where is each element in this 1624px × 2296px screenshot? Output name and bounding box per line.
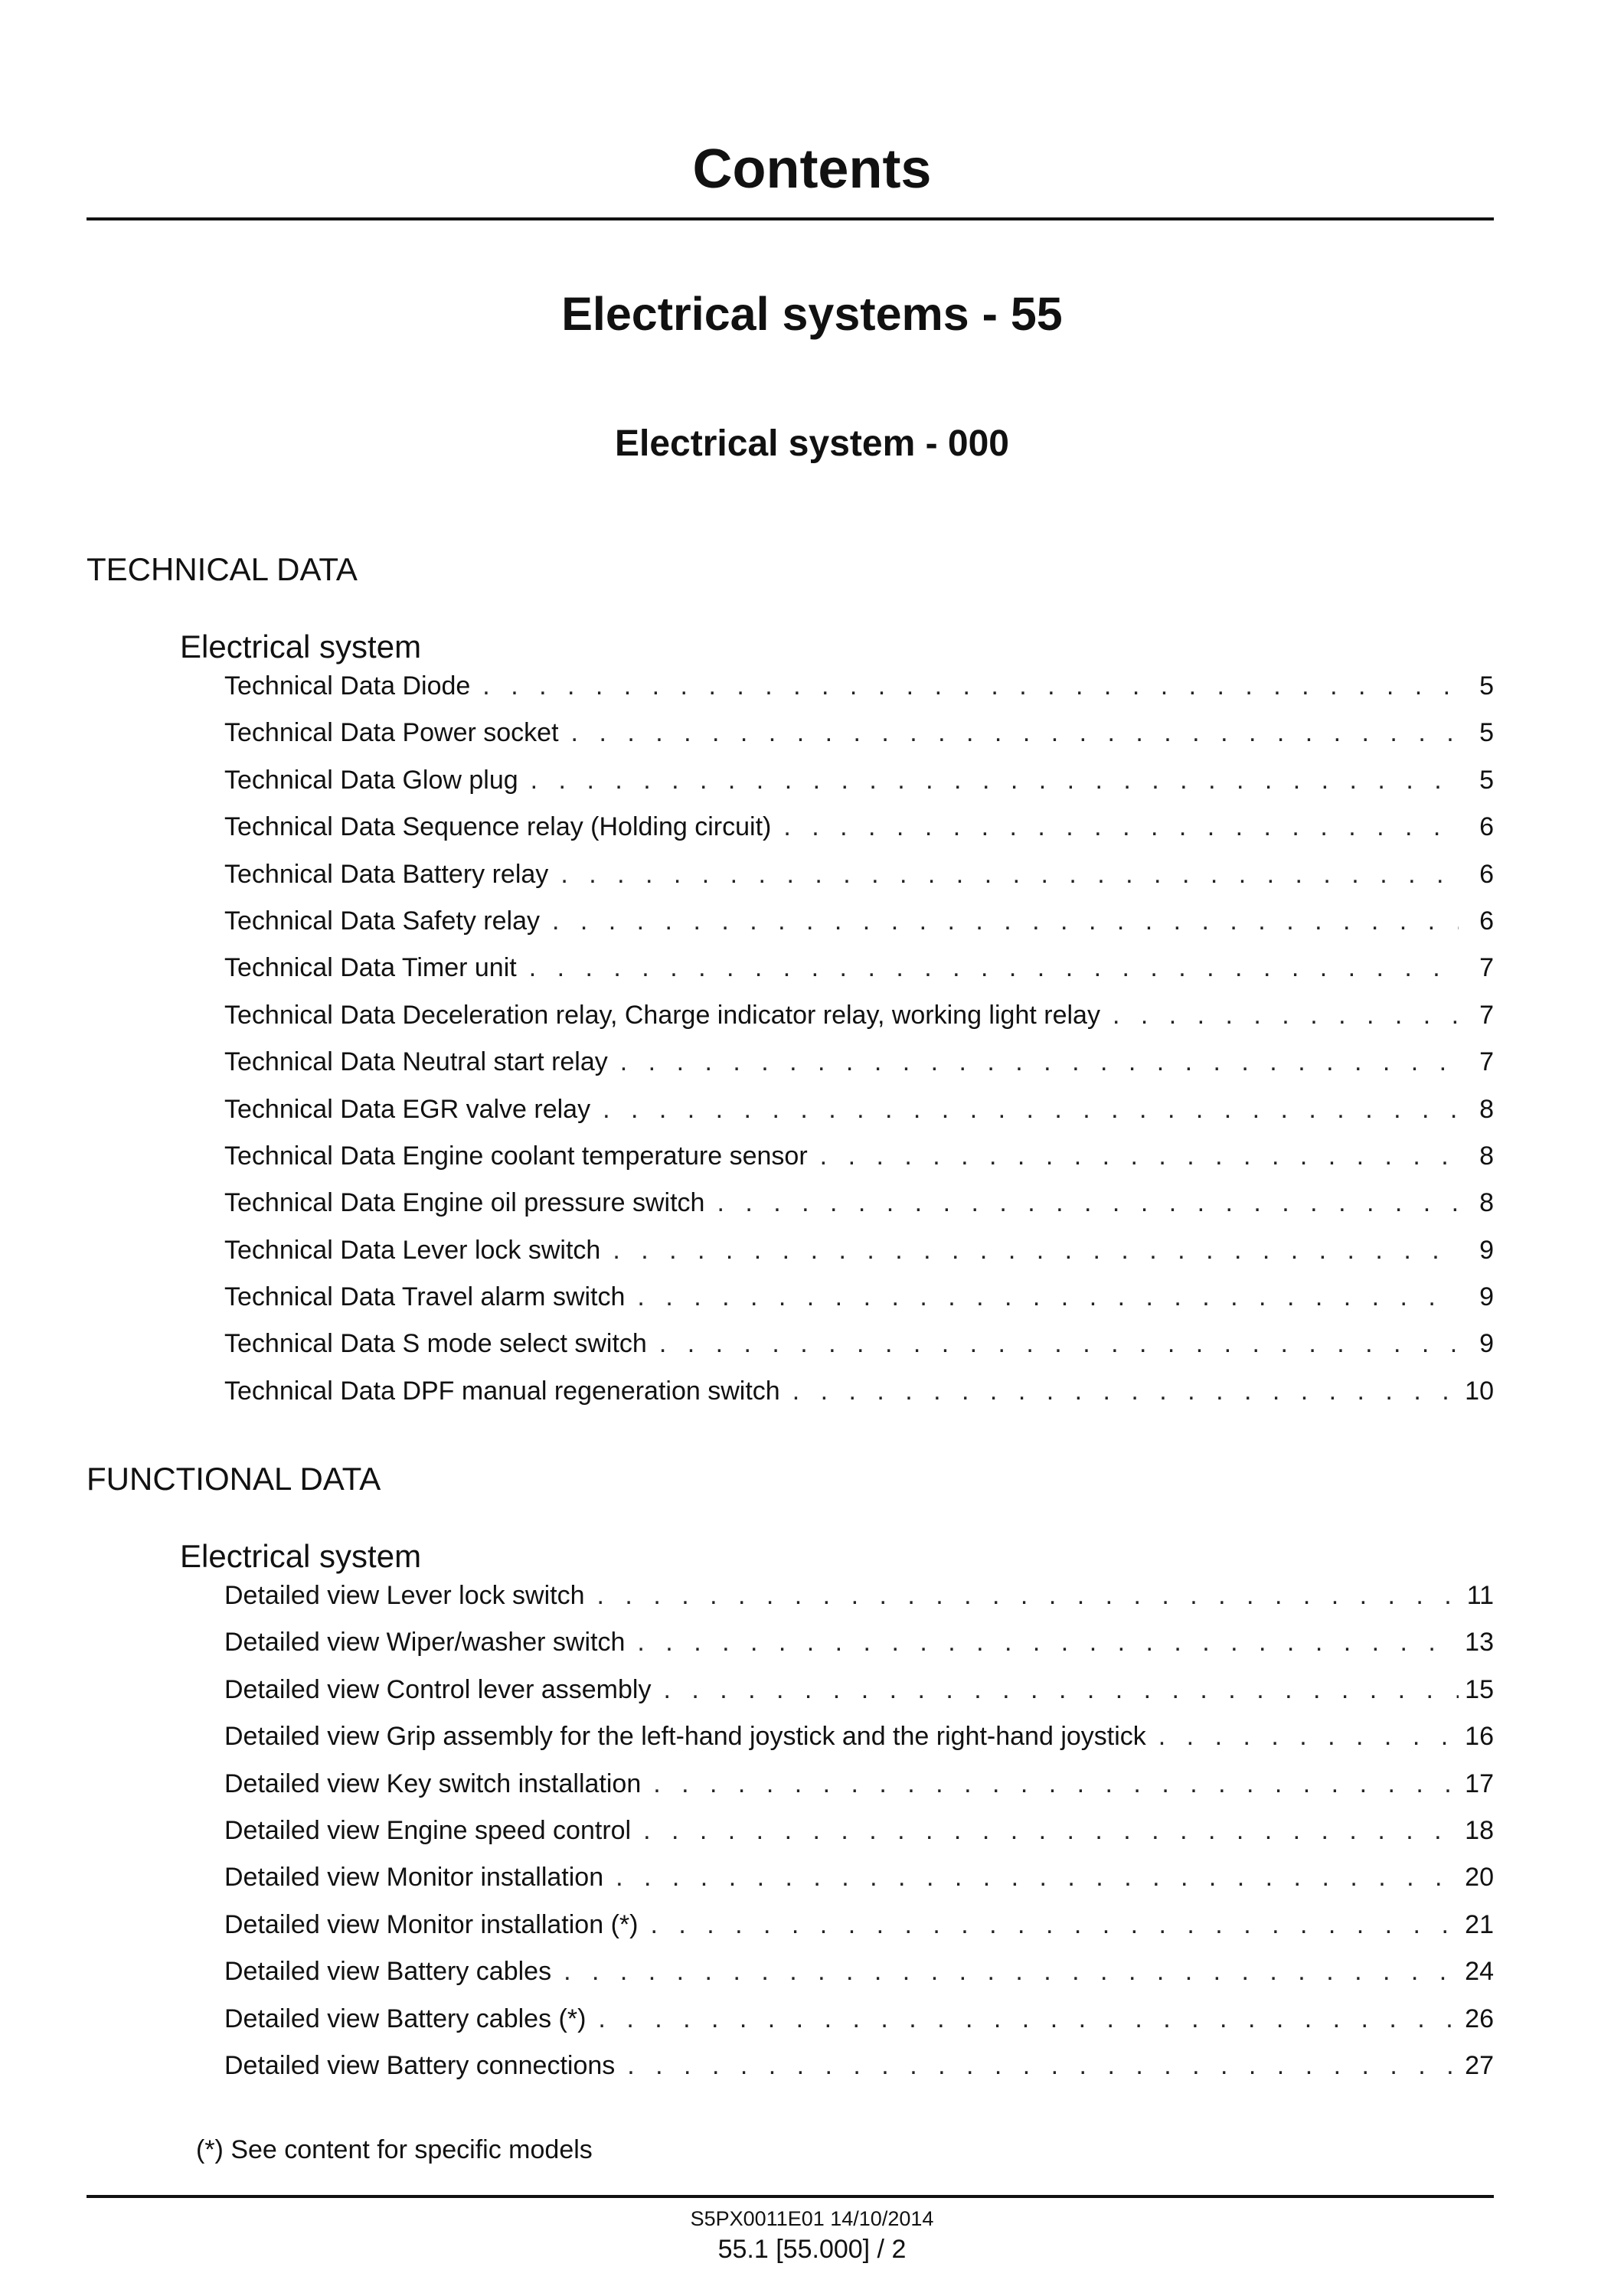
toc-entry-page-number: 21: [1465, 1909, 1494, 1939]
toc-entry-page-number: 17: [1465, 1769, 1494, 1798]
dot-leader: [627, 2049, 1459, 2082]
dot-leader: [552, 904, 1459, 938]
toc-entry-title: Technical Data Glow plug: [224, 765, 518, 795]
toc-entry-page-number: 10: [1465, 1376, 1494, 1406]
page-title: Contents: [692, 139, 932, 200]
toc-entry[interactable]: [224, 1045, 1494, 1092]
toc-entry-page-number: 15: [1465, 1674, 1494, 1704]
section-title: Electrical systems - 55: [561, 288, 1063, 340]
toc-entry-title: Detailed view Wiper/washer switch: [224, 1628, 626, 1657]
toc-entry-page-number: 20: [1465, 1863, 1494, 1893]
toc-entry-page-number: 9: [1479, 1329, 1494, 1359]
toc-entry-page-number: 13: [1465, 1628, 1494, 1657]
footnote: (*) See content for specific models: [196, 2135, 593, 2164]
toc-entry-title: Detailed view Monitor installation: [224, 1863, 604, 1893]
dot-leader: [613, 1233, 1459, 1267]
dot-leader: [620, 1045, 1459, 1079]
dot-leader: [637, 1280, 1459, 1314]
dot-leader: [616, 1860, 1459, 1894]
toc-entry-title: Technical Data Engine coolant temperature sensor: [224, 1141, 808, 1171]
toc-entry-title: Technical Data Engine oil pressure switch: [224, 1188, 705, 1218]
page-reference: 55.1 [55.000] / 2: [717, 2235, 907, 2264]
dot-leader: [659, 1327, 1459, 1360]
toc-entry-page-number: 16: [1465, 1722, 1494, 1752]
toc-entry-page-number: 6: [1479, 812, 1494, 842]
toc-entry-title: Detailed view Lever lock switch: [224, 1581, 585, 1610]
toc-entry[interactable]: [224, 998, 1494, 1045]
toc-entry-page-number: 8: [1479, 1094, 1494, 1124]
toc-entry[interactable]: [224, 1280, 1494, 1327]
toc-entry-title: Technical Data EGR valve relay: [224, 1094, 591, 1124]
toc-entry[interactable]: [224, 1579, 1494, 1625]
dot-leader: [783, 810, 1459, 844]
dot-leader: [571, 716, 1459, 750]
toc-entry[interactable]: [224, 857, 1494, 904]
toc-entry[interactable]: [224, 2049, 1494, 2095]
dot-leader: [1158, 1720, 1459, 1753]
toc-entry-title: Technical Data Diode: [224, 671, 471, 701]
toc-entry-title: Detailed view Monitor installation (*): [224, 1909, 639, 1939]
toc-entry-page-number: 27: [1465, 2050, 1494, 2080]
toc-entry-title: Detailed view Battery cables (*): [224, 2004, 587, 2033]
toc-entry[interactable]: [224, 1720, 1494, 1766]
toc-entry[interactable]: [224, 810, 1494, 857]
toc-entry-page-number: 9: [1479, 1282, 1494, 1312]
dot-leader: [820, 1139, 1459, 1173]
toc-entry-page-number: 18: [1465, 1815, 1494, 1845]
toc-entry[interactable]: [224, 1374, 1494, 1421]
toc-list-functional-data: [224, 1579, 1494, 2095]
dot-leader: [529, 951, 1459, 985]
dot-leader: [1113, 998, 1459, 1032]
toc-entry-page-number: 8: [1479, 1141, 1494, 1171]
toc-entry-page-number: 11: [1466, 1581, 1494, 1610]
dot-leader: [643, 1814, 1459, 1847]
footer-divider: [87, 2195, 1494, 2198]
dot-leader: [653, 1767, 1459, 1801]
toc-entry[interactable]: [224, 763, 1494, 810]
toc-entry-title: Technical Data Travel alarm switch: [224, 1282, 626, 1312]
dot-leader: [482, 669, 1459, 703]
toc-entry[interactable]: [224, 1139, 1494, 1186]
toc-entry-title: Technical Data Neutral start relay: [224, 1047, 608, 1077]
toc-entry-title: Technical Data S mode select switch: [224, 1329, 647, 1359]
toc-entry[interactable]: [224, 951, 1494, 998]
toc-entry-title: Detailed view Battery connections: [224, 2050, 616, 2080]
toc-entry-title: Technical Data Timer unit: [224, 953, 517, 983]
toc-entry[interactable]: [224, 1673, 1494, 1720]
toc-entry-title: Technical Data Deceleration relay, Charge indicator relay, working light relay: [224, 1000, 1100, 1030]
toc-entry-page-number: 26: [1465, 2004, 1494, 2033]
toc-entry[interactable]: [224, 1767, 1494, 1814]
document-code: S5PX0011E01 14/10/2014: [690, 2207, 934, 2230]
toc-entry[interactable]: [224, 1955, 1494, 2001]
toc-entry[interactable]: [224, 904, 1494, 951]
dot-leader: [564, 1955, 1459, 1988]
dot-leader: [603, 1092, 1459, 1126]
toc-entry[interactable]: [224, 1908, 1494, 1955]
dot-leader: [792, 1374, 1459, 1408]
header-divider: [87, 217, 1494, 220]
dot-leader: [597, 1579, 1459, 1612]
toc-entry-page-number: 7: [1479, 953, 1494, 983]
subsection-title: Electrical system - 000: [615, 423, 1009, 464]
toc-entry-title: Technical Data DPF manual regeneration switch: [224, 1376, 780, 1406]
dot-leader: [717, 1186, 1459, 1220]
toc-entry[interactable]: [224, 2002, 1494, 2049]
toc-entry-page-number: 9: [1479, 1235, 1494, 1265]
dot-leader: [663, 1673, 1459, 1706]
toc-entry-title: Technical Data Lever lock switch: [224, 1235, 601, 1265]
toc-entry-page-number: 24: [1465, 1957, 1494, 1987]
dot-leader: [637, 1625, 1459, 1659]
toc-entry[interactable]: [224, 716, 1494, 763]
toc-entry-page-number: 7: [1479, 1000, 1494, 1030]
toc-entry-page-number: 5: [1479, 671, 1494, 701]
dot-leader: [650, 1908, 1459, 1942]
toc-entry-page-number: 5: [1479, 718, 1494, 748]
toc-entry-title: Technical Data Sequence relay (Holding circuit): [224, 812, 772, 842]
group-heading-technical-data: TECHNICAL DATA: [87, 551, 358, 587]
toc-entry[interactable]: [224, 1186, 1494, 1233]
dot-leader: [598, 2002, 1459, 2036]
toc-entry-title: Detailed view Battery cables: [224, 1957, 552, 1987]
dot-leader: [560, 857, 1459, 891]
toc-entry[interactable]: [224, 1625, 1494, 1672]
group-heading-functional-data: FUNCTIONAL DATA: [87, 1461, 381, 1497]
toc-entry-page-number: 6: [1479, 906, 1494, 936]
dot-leader: [531, 763, 1459, 797]
toc-entry-title: Technical Data Battery relay: [224, 859, 549, 889]
toc-entry[interactable]: [224, 1327, 1494, 1373]
toc-entry-page-number: 7: [1479, 1047, 1494, 1077]
subgroup-heading-electrical-system: Electrical system: [180, 1538, 422, 1574]
toc-entry[interactable]: [224, 1092, 1494, 1139]
toc-list-technical-data: [224, 669, 1494, 1421]
toc-entry-page-number: 6: [1479, 859, 1494, 889]
toc-entry-title: Detailed view Control lever assembly: [224, 1674, 652, 1704]
toc-entry[interactable]: [224, 1233, 1494, 1280]
toc-entry[interactable]: [224, 669, 1494, 716]
toc-entry-title: Detailed view Grip assembly for the left-hand joystick and the right-hand joystick: [224, 1722, 1146, 1752]
toc-entry-title: Technical Data Safety relay: [224, 906, 540, 936]
toc-entry-page-number: 5: [1479, 765, 1494, 795]
subgroup-heading-electrical-system: Electrical system: [180, 629, 422, 665]
toc-entry-page-number: 8: [1479, 1188, 1494, 1218]
toc-entry-title: Detailed view Key switch installation: [224, 1769, 642, 1798]
toc-entry-title: Technical Data Power socket: [224, 718, 559, 748]
toc-entry-title: Detailed view Engine speed control: [224, 1815, 632, 1845]
toc-entry[interactable]: [224, 1860, 1494, 1907]
toc-entry[interactable]: [224, 1814, 1494, 1860]
